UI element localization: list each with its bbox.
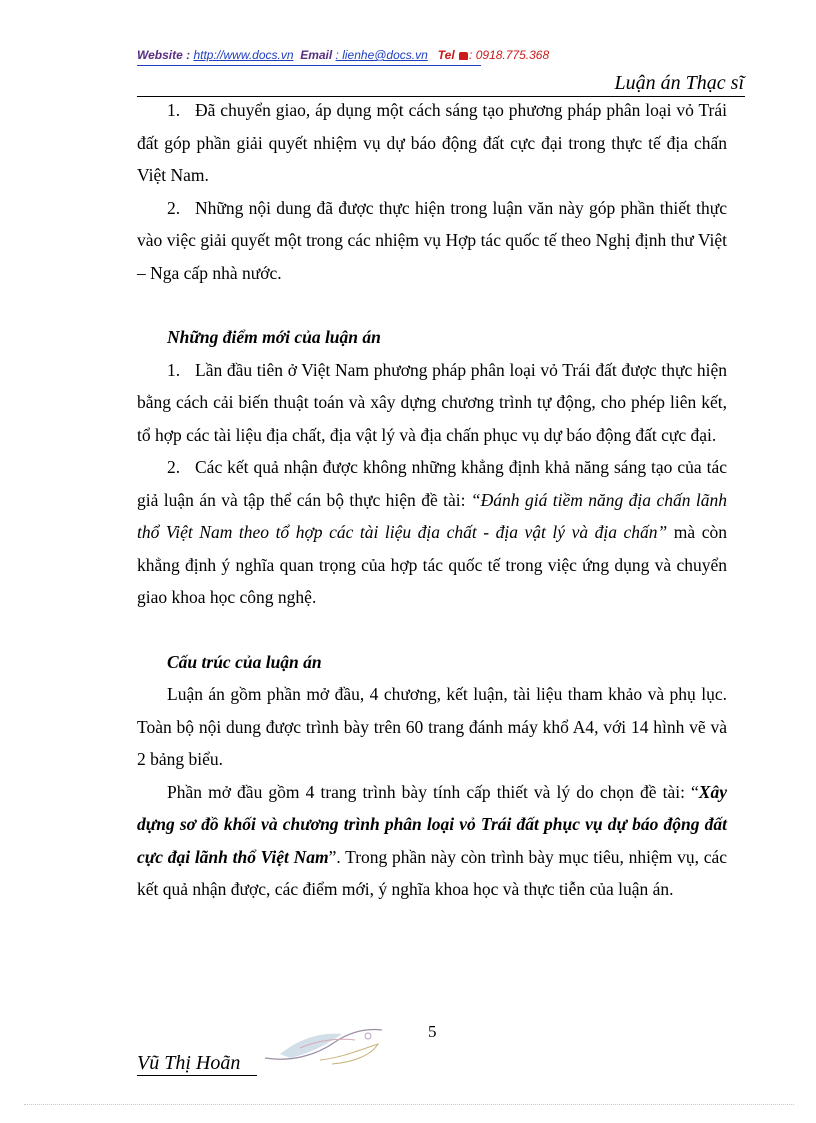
structure-heading: Cấu trúc của luận án — [167, 651, 322, 672]
new-point-2: 2. Các kết quả nhận được không những khẳng định khả năng sáng tạo của tác giả luận án và tập thể cán bộ thực hiện đề tài: “Đánh giá tiềm năng địa chấn lãnh thổ Việt Nam theo tổ hợp các tài liệu địa chất - địa vật lý và địa chấn” mà còn khẳng định ý nghĩa quan trọng của hợp tác quốc tế trong việc ứng dụng và chuyển giao khoa học công nghệ. — [137, 457, 728, 607]
author-name: Vũ Thị Hoãn — [137, 1052, 241, 1074]
structure-paragraph-1: Luận án gồm phần mở đầu, 4 chương, kết luận, tài liệu tham khảo và phụ lục. Toàn bộ nội dung được trình bày trên 60 trang đánh máy khổ A4, với 14 hình vẽ và 2 bảng biểu. — [137, 684, 727, 769]
tel-value: : 0918.775.368 — [469, 48, 550, 62]
project-title-quote: “Đánh giá tiềm năng địa chấn lãnh thổ Việt Nam theo tổ hợp các tài liệu địa chất - địa vật lý và địa chấn” — [137, 489, 728, 542]
document-body — [137, 94, 727, 906]
header-contact-line — [137, 48, 549, 62]
intro-item-2: 2. Những nội dung đã được thực hiện trong luận văn này góp phần thiết thực vào việc giải quyết một trong các nhiệm vụ Hợp tác quốc tế theo Nghị định thư Việt – Nga cấp nhà nước. — [137, 197, 727, 283]
phone-icon — [459, 52, 468, 60]
website-label: Website : — [137, 48, 191, 62]
author-underline — [137, 1075, 257, 1076]
email-label: Email — [300, 48, 333, 62]
footer-divider — [24, 1104, 794, 1105]
email-link[interactable]: : lienhe@docs.vn — [335, 48, 428, 62]
new-points-heading: Những điểm mới của luận án — [167, 327, 381, 347]
page-title: Luận án Thạc sĩ — [614, 72, 744, 94]
structure-paragraph-2: Phần mở đầu gồm 4 trang trình bày tính cấp thiết và lý do chọn đề tài: “Xây dựng sơ đồ khối và chương trình phân loại vỏ Trái đất phục vụ dự báo động đất cực đại lãnh thổ Việt Nam”. Trong phần này còn trình bày mục tiêu, nhiệm vụ, các kết quả nhận được, các điểm mới, ý nghĩa khoa học và thực tiễn của luận án. — [137, 781, 727, 899]
intro-item-1: 1. Đã chuyển giao, áp dụng một cách sáng tạo phương pháp phân loại vỏ Trái đất góp phần giải quyết nhiệm vụ dự báo động đất cực đại trong thực tế địa chấn Việt Nam. — [137, 100, 727, 185]
tel-label: Tel — [437, 48, 455, 62]
new-point-1: 1. Lần đầu tiên ở Việt Nam phương pháp phân loại vỏ Trái đất được thực hiện bằng cách cải biến thuật toán và xây dựng chương trình tự động, cho phép liên kết, tổ hợp các tài liệu địa chất, địa vật lý và địa chấn phục vụ dự báo động đất cực đại. — [137, 359, 727, 445]
page-number: 5 — [428, 1022, 437, 1041]
header-underline — [137, 65, 481, 66]
website-link[interactable]: http://www.docs.vn — [193, 48, 294, 62]
feather-flourish-icon — [260, 1018, 390, 1070]
thesis-title: Xây dựng sơ đồ khối và chương trình phân loại vỏ Trái đất phục vụ dự báo động đất cực đại lãnh thổ Việt Nam — [137, 781, 727, 867]
